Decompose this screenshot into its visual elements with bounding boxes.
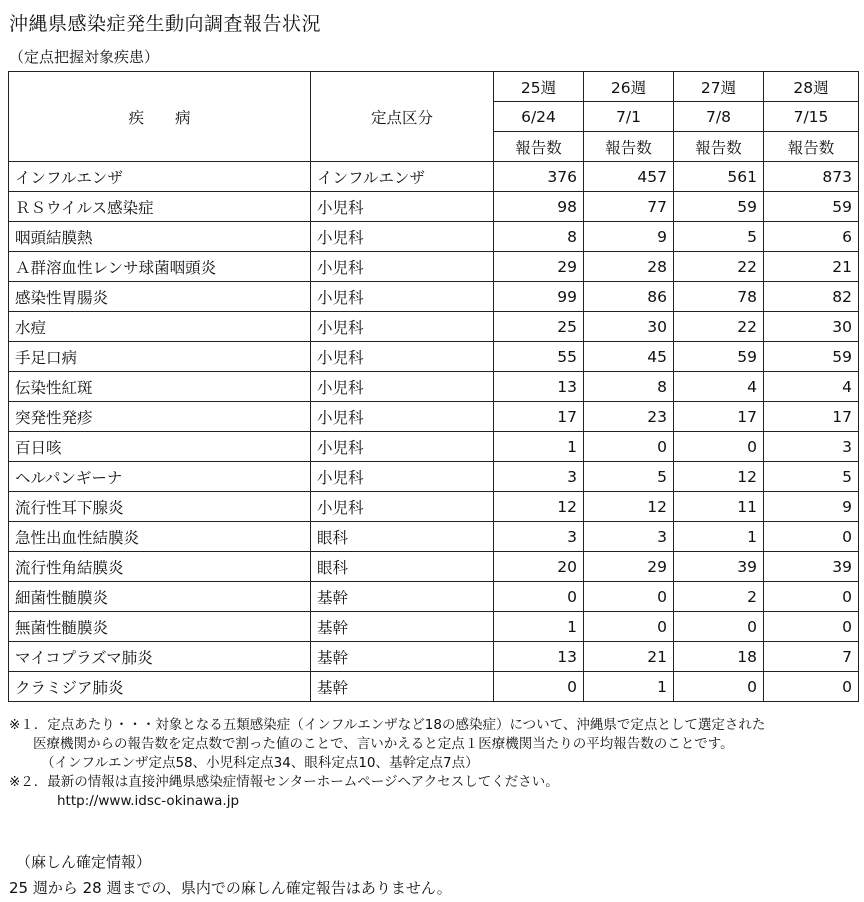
report-count: 1 <box>494 612 584 642</box>
report-count: 30 <box>584 312 674 342</box>
report-count: 17 <box>494 402 584 432</box>
table-row <box>9 552 859 582</box>
table-row <box>9 642 859 672</box>
disease-name: クラミジア肺炎 <box>9 672 311 702</box>
report-count: 1 <box>494 432 584 462</box>
disease-name: 細菌性髄膜炎 <box>9 582 311 612</box>
sentinel-category: 小児科 <box>311 192 494 222</box>
report-count: 3 <box>584 522 674 552</box>
report-count: 39 <box>764 552 859 582</box>
sentinel-category: 小児科 <box>311 282 494 312</box>
report-count: 0 <box>764 522 859 552</box>
table-row <box>9 582 859 612</box>
report-count: 0 <box>674 432 764 462</box>
report-count: 6 <box>764 222 859 252</box>
disease-name: 百日咳 <box>9 432 311 462</box>
note-2-line-1: ※２．最新の情報は直接沖縄県感染症情報センターホームページへアクセスしてください。 <box>9 774 559 790</box>
report-count: 82 <box>764 282 859 312</box>
report-count: 0 <box>764 672 859 702</box>
sentinel-category: 基幹 <box>311 672 494 702</box>
report-count: 59 <box>674 342 764 372</box>
disease-name: 水痘 <box>9 312 311 342</box>
header-week: 26週 <box>584 72 674 102</box>
disease-name: ヘルパンギーナ <box>9 462 311 492</box>
note-1-line-1: ※１．定点あたり・・・対象となる五類感染症（インフルエンザなど18の感染症）について、沖縄県で定点として選定された <box>9 717 766 733</box>
disease-name: インフルエンザ <box>9 162 311 192</box>
report-count: 86 <box>584 282 674 312</box>
page-subtitle: （定点把握対象疾患） <box>9 48 160 66</box>
table-row <box>9 492 859 522</box>
sentinel-category: 小児科 <box>311 462 494 492</box>
sentinel-category: 小児科 <box>311 342 494 372</box>
disease-name: Ａ群溶血性レンサ球菌咽頭炎 <box>9 252 311 282</box>
disease-name: 突発性発疹 <box>9 402 311 432</box>
report-count: 99 <box>494 282 584 312</box>
report-count: 0 <box>494 582 584 612</box>
report-count: 0 <box>494 672 584 702</box>
report-count: 4 <box>764 372 859 402</box>
report-count: 21 <box>764 252 859 282</box>
report-count: 3 <box>494 522 584 552</box>
table-row <box>9 372 859 402</box>
report-count: 13 <box>494 642 584 672</box>
report-count: 77 <box>584 192 674 222</box>
sentinel-category: インフルエンザ <box>311 162 494 192</box>
report-count: 2 <box>674 582 764 612</box>
table-row <box>9 192 859 222</box>
report-count: 20 <box>494 552 584 582</box>
sentinel-category: 小児科 <box>311 402 494 432</box>
table-row <box>9 252 859 282</box>
report-count: 0 <box>584 582 674 612</box>
table-row <box>9 522 859 552</box>
report-count: 12 <box>494 492 584 522</box>
disease-name: 無菌性髄膜炎 <box>9 612 311 642</box>
table-row <box>9 462 859 492</box>
disease-name: ＲＳウイルス感染症 <box>9 192 311 222</box>
info-center-url: http://www.idsc-okinawa.jp <box>57 793 240 809</box>
header-date: 7/8 <box>674 102 764 132</box>
footnotes <box>9 716 765 811</box>
page-title: 沖縄県感染症発生動向調査報告状況 <box>9 13 322 35</box>
measles-heading: （麻しん確定情報） <box>16 853 152 871</box>
header-count-label: 報告数 <box>764 132 859 162</box>
sentinel-category: 基幹 <box>311 582 494 612</box>
report-count: 1 <box>674 522 764 552</box>
header-category: 定点区分 <box>311 72 494 162</box>
report-count: 25 <box>494 312 584 342</box>
table-header <box>9 72 859 162</box>
header-count-label: 報告数 <box>584 132 674 162</box>
report-count: 21 <box>584 642 674 672</box>
table-row <box>9 162 859 192</box>
report-count: 22 <box>674 312 764 342</box>
header-count-label: 報告数 <box>674 132 764 162</box>
report-count: 0 <box>674 672 764 702</box>
report-count: 18 <box>674 642 764 672</box>
sentinel-category: 基幹 <box>311 612 494 642</box>
report-count: 12 <box>584 492 674 522</box>
report-count: 59 <box>764 192 859 222</box>
sentinel-category: 小児科 <box>311 492 494 522</box>
report-count: 561 <box>674 162 764 192</box>
disease-name: 急性出血性結膜炎 <box>9 522 311 552</box>
report-count: 23 <box>584 402 674 432</box>
disease-name: 流行性耳下腺炎 <box>9 492 311 522</box>
report-count: 0 <box>584 612 674 642</box>
header-week: 27週 <box>674 72 764 102</box>
note-1-line-2: 医療機関からの報告数を定点数で割った値のことで、言いかえると定点１医療機関当たりの平均報告数のことです。 <box>33 736 734 752</box>
note-1-line-3: （インフルエンザ定点58、小児科定点34、眼科定点10、基幹定点7点） <box>41 755 479 771</box>
report-count: 39 <box>674 552 764 582</box>
sentinel-category: 眼科 <box>311 552 494 582</box>
report-count: 5 <box>674 222 764 252</box>
table-row <box>9 402 859 432</box>
report-count: 22 <box>674 252 764 282</box>
report-count: 5 <box>584 462 674 492</box>
table-row <box>9 432 859 462</box>
sentinel-category: 小児科 <box>311 372 494 402</box>
table-row <box>9 612 859 642</box>
table-row <box>9 222 859 252</box>
surveillance-table <box>8 71 859 702</box>
report-count: 8 <box>584 372 674 402</box>
report-count: 29 <box>584 552 674 582</box>
report-count: 4 <box>674 372 764 402</box>
table-row <box>9 282 859 312</box>
report-count: 0 <box>764 582 859 612</box>
report-count: 30 <box>764 312 859 342</box>
report-count: 0 <box>584 432 674 462</box>
report-count: 9 <box>584 222 674 252</box>
sentinel-category: 基幹 <box>311 642 494 672</box>
report-count: 98 <box>494 192 584 222</box>
report-count: 7 <box>764 642 859 672</box>
report-count: 28 <box>584 252 674 282</box>
disease-name: 手足口病 <box>9 342 311 372</box>
table-row <box>9 672 859 702</box>
header-date: 7/1 <box>584 102 674 132</box>
report-count: 55 <box>494 342 584 372</box>
report-count: 0 <box>764 612 859 642</box>
sentinel-category: 小児科 <box>311 252 494 282</box>
header-week: 28週 <box>764 72 859 102</box>
report-count: 59 <box>764 342 859 372</box>
report-count: 376 <box>494 162 584 192</box>
report-count: 1 <box>584 672 674 702</box>
disease-name: マイコプラズマ肺炎 <box>9 642 311 672</box>
table-body <box>9 162 859 702</box>
measles-statement: 25 週から 28 週までの、県内での麻しん確定報告はありません。 <box>9 879 452 897</box>
report-count: 78 <box>674 282 764 312</box>
report-count: 8 <box>494 222 584 252</box>
header-disease: 疾 病 <box>9 72 311 162</box>
report-count: 17 <box>674 402 764 432</box>
report-count: 873 <box>764 162 859 192</box>
disease-name: 伝染性紅斑 <box>9 372 311 402</box>
report-count: 59 <box>674 192 764 222</box>
sentinel-category: 小児科 <box>311 432 494 462</box>
disease-name: 感染性胃腸炎 <box>9 282 311 312</box>
header-date: 7/15 <box>764 102 859 132</box>
report-count: 12 <box>674 462 764 492</box>
sentinel-category: 小児科 <box>311 312 494 342</box>
header-date: 6/24 <box>494 102 584 132</box>
report-count: 45 <box>584 342 674 372</box>
report-count: 457 <box>584 162 674 192</box>
report-count: 17 <box>764 402 859 432</box>
report-count: 0 <box>674 612 764 642</box>
report-count: 29 <box>494 252 584 282</box>
header-week: 25週 <box>494 72 584 102</box>
report-count: 11 <box>674 492 764 522</box>
report-count: 3 <box>494 462 584 492</box>
disease-name: 咽頭結膜熱 <box>9 222 311 252</box>
sentinel-category: 小児科 <box>311 222 494 252</box>
report-count: 3 <box>764 432 859 462</box>
report-count: 9 <box>764 492 859 522</box>
table-row <box>9 312 859 342</box>
disease-name: 流行性角結膜炎 <box>9 552 311 582</box>
header-count-label: 報告数 <box>494 132 584 162</box>
sentinel-category: 眼科 <box>311 522 494 552</box>
table-row <box>9 342 859 372</box>
report-count: 5 <box>764 462 859 492</box>
report-count: 13 <box>494 372 584 402</box>
